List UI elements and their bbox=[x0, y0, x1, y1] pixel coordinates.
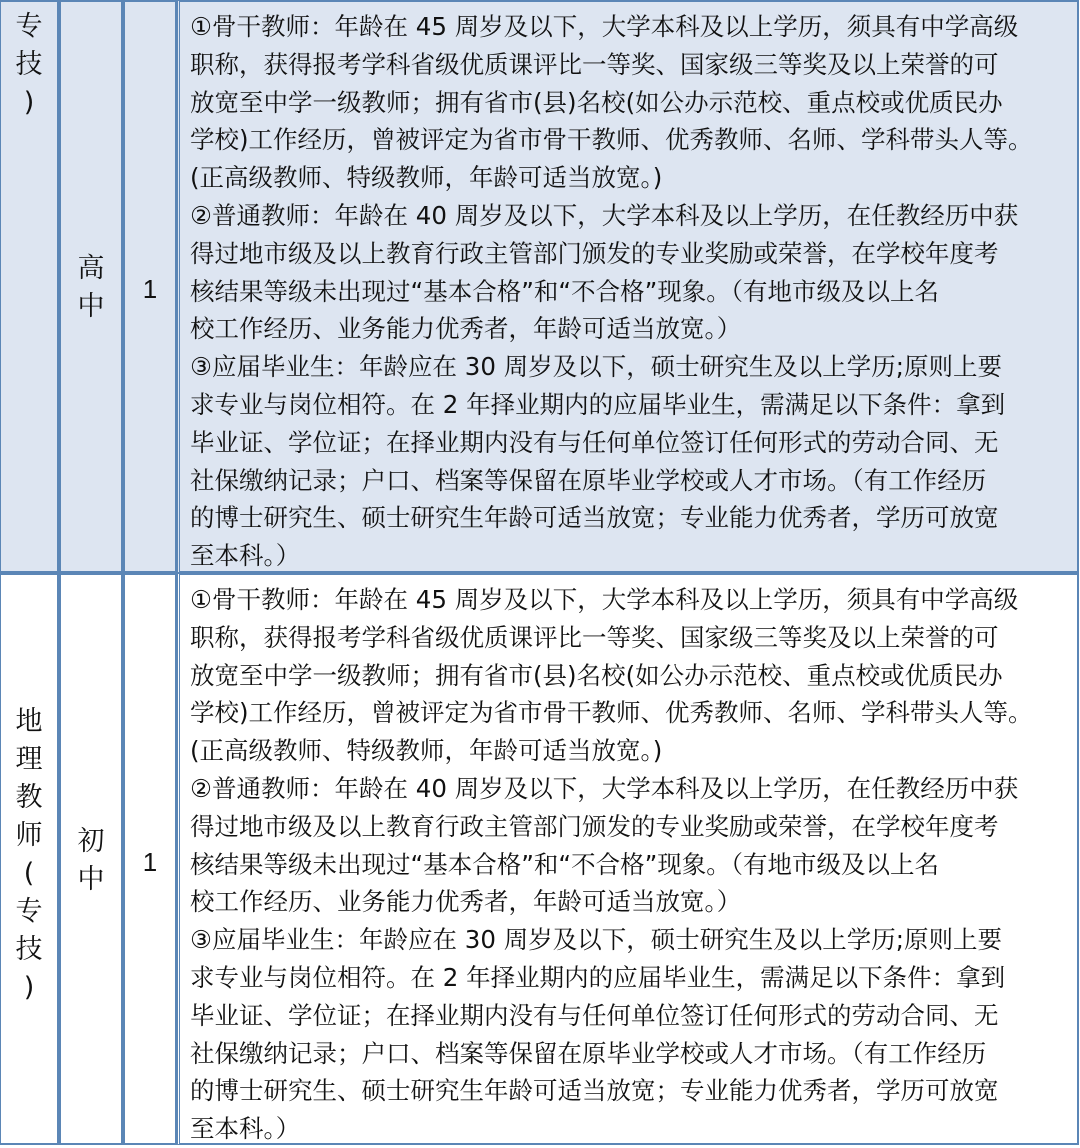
headcount-cell bbox=[123, 0, 177, 573]
requirements-text: ①骨干教师：年龄在 45 周岁及以下，大学本科及以上学历，须具有中学高级 职称，获得报考学科省级优质课评比一等奖、国家级三等奖及以上荣誉的可 放宽至中学一级教师；拥有省市(县)名校(如公办示范校、重点校或优质民办 学校)工作经历，曾被评定为省市骨干教师、优秀教师、名师、学科带头人等。 (正高级教师、特级教师，年龄可适当放宽。) ②普通教师：年龄在 40 周岁及以下，大学本科及以上学历，在任教经历中获 得过地市级及以上教育行政主管部门颁发的专业奖励或荣誉，在学校年度考 核结果等级未出现过“基本合格”和“不合格”现象。（有地市级及以上名 校工作经历、业务能力优秀者，年龄可适当放宽。） ③应届毕业生：年龄应在 30 周岁及以下，硕士研究生及以上学历;原则上要 求专业与岗位相符。在 2 年择业期内的应届毕业生，需满足以下条件：拿到 毕业证、学位证；在择业期内没有与任何单位签订任何形式的劳动合同、无 社保缴纳记录；户口、档案等保留在原毕业学校或人才市场。（有工作经历 的博士研究生、硕士研究生年龄可适当放宽；专业能力优秀者，学历可放宽 至本科。） bbox=[190, 12, 1033, 571]
requirements-cell bbox=[177, 0, 1079, 573]
school-level-text: 初 中 bbox=[77, 826, 105, 895]
requirements-cell bbox=[177, 573, 1079, 1145]
headcount-value: 1 bbox=[142, 274, 158, 304]
subject-text: 专 技 ) bbox=[15, 11, 43, 118]
headcount-value: 1 bbox=[142, 847, 158, 877]
table-row bbox=[0, 573, 1080, 1145]
headcount-cell bbox=[123, 573, 177, 1145]
subject-cell bbox=[0, 573, 59, 1145]
requirements-text: ①骨干教师：年龄在 45 周岁及以下，大学本科及以上学历，须具有中学高级 职称，获得报考学科省级优质课评比一等奖、国家级三等奖及以上荣誉的可 放宽至中学一级教师；拥有省市(县)名校(如公办示范校、重点校或优质民办 学校)工作经历，曾被评定为省市骨干教师、优秀教师、名师、学科带头人等。 (正高级教师、特级教师，年龄可适当放宽。) ②普通教师：年龄在 40 周岁及以下，大学本科及以上学历，在任教经历中获 得过地市级及以上教育行政主管部门颁发的专业奖励或荣誉，在学校年度考 核结果等级未出现过“基本合格”和“不合格”现象。（有地市级及以上名 校工作经历、业务能力优秀者，年龄可适当放宽。） ③应届毕业生：年龄应在 30 周岁及以下，硕士研究生及以上学历;原则上要 求专业与岗位相符。在 2 年择业期内的应届毕业生，需满足以下条件：拿到 毕业证、学位证；在择业期内没有与任何单位签订任何形式的劳动合同、无 社保缴纳记录；户口、档案等保留在原毕业学校或人才市场。（有工作经历 的博士研究生、硕士研究生年龄可适当放宽；专业能力优秀者，学历可放宽 至本科。） bbox=[190, 585, 1033, 1144]
subject-text: 地 理 教 师 ( 专 技 ) bbox=[15, 706, 43, 1003]
subject-cell bbox=[0, 0, 59, 573]
school-level-cell bbox=[59, 573, 123, 1145]
school-level-text: 高 中 bbox=[77, 253, 105, 322]
school-level-cell bbox=[59, 0, 123, 573]
table-row bbox=[0, 0, 1080, 573]
